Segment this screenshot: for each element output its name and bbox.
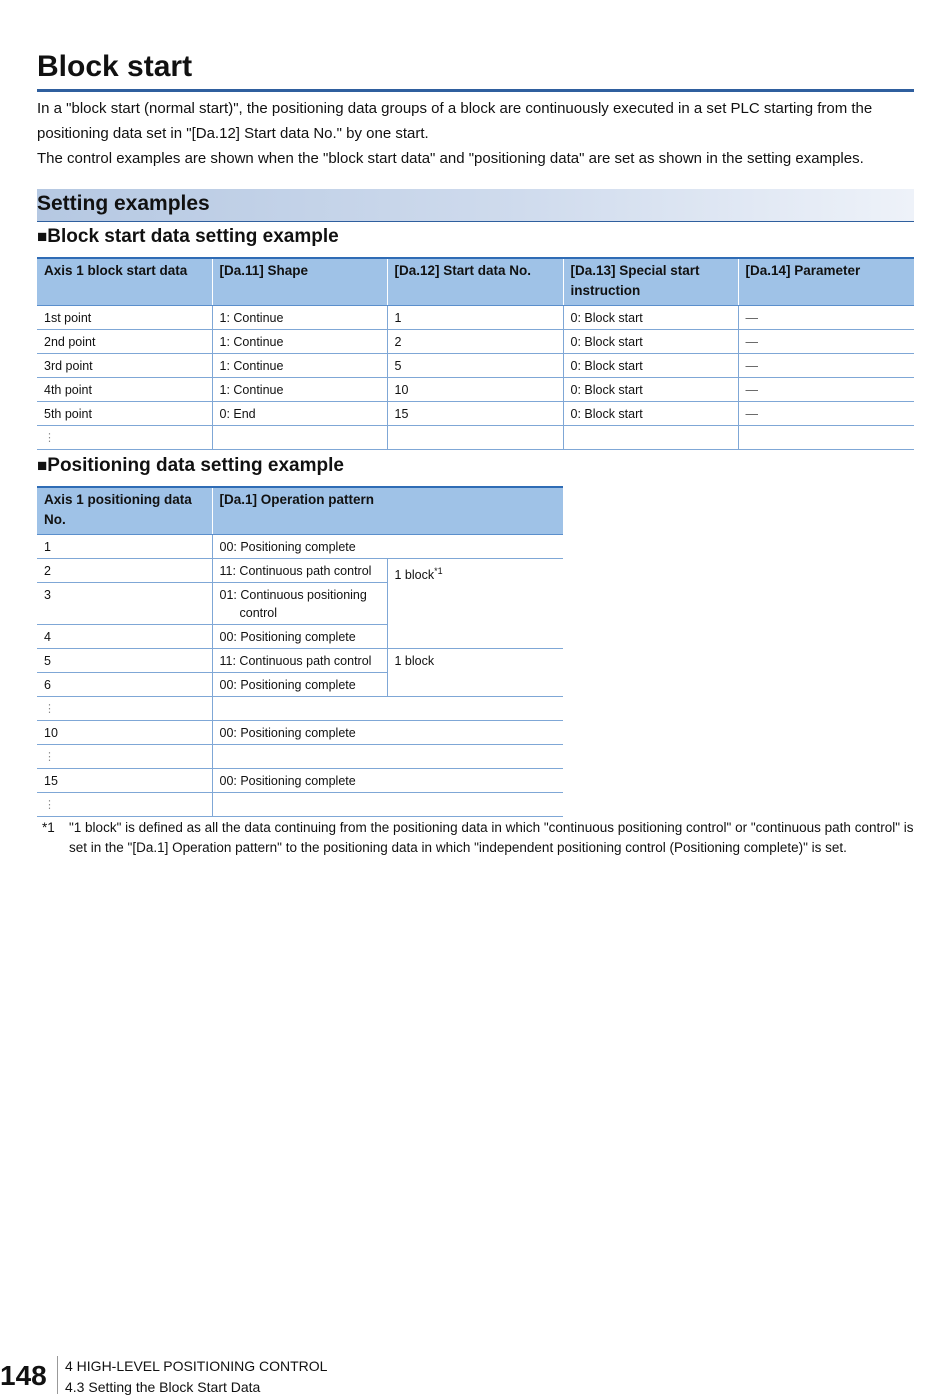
table-cell: 0: Block start xyxy=(563,330,738,354)
footnote-text: "1 block" is defined as all the data continuing from the positioning data in which "continuous positioning control" or "continuous path control" is set in the "[Da.1] Operation pattern" to the positioning data in which "independent positioning control (Positioning complete)" is set. xyxy=(69,820,914,855)
column-header: [Da.13] Special start instruction xyxy=(563,258,738,306)
footer-section: 4.3 Setting the Block Start Data xyxy=(65,1379,261,1395)
table-cell xyxy=(212,745,563,769)
table-cell: 11: Continuous path control xyxy=(212,649,387,673)
table-cell: 1: Continue xyxy=(212,330,387,354)
table-cell: 4th point xyxy=(37,378,212,402)
column-header: [Da.14] Parameter xyxy=(738,258,914,306)
table-cell: 2 xyxy=(37,559,212,583)
table-cell: 2 xyxy=(387,330,563,354)
table-cell: 11: Continuous path control xyxy=(212,559,387,583)
table-cell: 0: Block start xyxy=(563,354,738,378)
table-cell: 1: Continue xyxy=(212,306,387,330)
table-cell: 4 xyxy=(37,625,212,649)
table-cell: 2nd point xyxy=(37,330,212,354)
vertical-ellipsis-icon: ⋮ xyxy=(37,697,212,721)
table-cell: 0: Block start xyxy=(563,402,738,426)
table-cell xyxy=(212,697,563,721)
table-cell: 3 xyxy=(37,583,212,625)
footnote xyxy=(37,818,917,858)
footer-chapter: 4 HIGH-LEVEL POSITIONING CONTROL xyxy=(65,1358,328,1374)
column-header: [Da.1] Operation pattern xyxy=(212,487,563,535)
table-cell: 10 xyxy=(387,378,563,402)
page-title: Block start xyxy=(37,50,193,83)
table-cell: 15 xyxy=(387,402,563,426)
table-cell: 00: Positioning complete xyxy=(212,673,387,697)
table-cell: 00: Positioning complete xyxy=(212,769,563,793)
table-cell: 5 xyxy=(387,354,563,378)
table-header-row xyxy=(37,258,914,306)
table-row xyxy=(37,354,914,378)
footer-divider xyxy=(57,1356,58,1394)
vertical-ellipsis-icon: ⋮ xyxy=(37,793,212,817)
table-row xyxy=(37,402,914,426)
table-row-ellipsis xyxy=(37,426,914,450)
table-cell: 00: Positioning complete xyxy=(212,535,563,559)
table-cell: 00: Positioning complete xyxy=(212,625,387,649)
table-cell: 0: Block start xyxy=(563,378,738,402)
table-cell: — xyxy=(738,306,914,330)
column-header: Axis 1 positioning data No. xyxy=(37,487,212,535)
table-cell: 1 xyxy=(37,535,212,559)
table-cell xyxy=(738,426,914,450)
table-row-ellipsis xyxy=(37,793,563,817)
block-start-heading xyxy=(37,226,339,248)
block-label: 1 block xyxy=(394,568,435,583)
square-bullet-icon: ■ xyxy=(37,227,48,246)
block-start-table xyxy=(37,257,914,450)
table-row xyxy=(37,306,914,330)
square-bullet-icon: ■ xyxy=(37,456,48,475)
table-cell: 0: Block start xyxy=(563,306,738,330)
table-row xyxy=(37,769,563,793)
page-number: 148 xyxy=(0,1360,47,1391)
table-cell: 0: End xyxy=(212,402,387,426)
column-header: [Da.12] Start data No. xyxy=(387,258,563,306)
pattern-line-2: control xyxy=(239,606,278,620)
table-cell: 1st point xyxy=(37,306,212,330)
footnote-ref: *1 xyxy=(434,566,443,576)
table-row-ellipsis xyxy=(37,745,563,769)
block-group-label: 1 block xyxy=(387,649,563,697)
table-cell xyxy=(212,426,387,450)
table-row-ellipsis xyxy=(37,697,563,721)
table-row xyxy=(37,559,563,583)
table-cell: 3rd point xyxy=(37,354,212,378)
intro-paragraph-2: The control examples are shown when the "block start data" and "positioning data" are set as shown in the setting examples. xyxy=(37,150,864,167)
intro-text xyxy=(37,96,917,171)
table-cell: — xyxy=(738,330,914,354)
table-cell xyxy=(212,583,387,625)
section-header xyxy=(37,189,914,222)
positioning-heading xyxy=(37,455,344,477)
table-row xyxy=(37,330,914,354)
table-cell: 1: Continue xyxy=(212,354,387,378)
table-row xyxy=(37,378,914,402)
title-rule xyxy=(37,89,914,92)
footnote-mark: *1 xyxy=(42,820,55,835)
footer-text xyxy=(65,1356,327,1398)
block-group-label xyxy=(387,559,563,649)
block-start-heading-text: Block start data setting example xyxy=(47,226,339,247)
table-cell: 1 xyxy=(387,306,563,330)
table-cell: — xyxy=(738,402,914,426)
table-row xyxy=(37,649,563,673)
table-cell: 10 xyxy=(37,721,212,745)
section-title: Setting examples xyxy=(37,192,210,215)
vertical-ellipsis-icon: ⋮ xyxy=(37,745,212,769)
table-cell: 1: Continue xyxy=(212,378,387,402)
vertical-ellipsis-icon: ⋮ xyxy=(37,426,212,450)
table-cell: 6 xyxy=(37,673,212,697)
column-header: [Da.11] Shape xyxy=(212,258,387,306)
table-header-row xyxy=(37,487,563,535)
table-cell: 00: Positioning complete xyxy=(212,721,563,745)
table-row xyxy=(37,535,563,559)
positioning-heading-text: Positioning data setting example xyxy=(47,455,344,476)
table-cell xyxy=(212,793,563,817)
table-cell: 5 xyxy=(37,649,212,673)
column-header: Axis 1 block start data xyxy=(37,258,212,306)
table-cell: 15 xyxy=(37,769,212,793)
positioning-table xyxy=(37,486,563,817)
table-cell: — xyxy=(738,378,914,402)
table-cell: — xyxy=(738,354,914,378)
pattern-line-1: 01: Continuous positioning xyxy=(219,588,367,602)
table-cell: 5th point xyxy=(37,402,212,426)
intro-paragraph-1: In a "block start (normal start)", the positioning data groups of a block are continuously executed in a set PLC starting from the positioning data set in "[Da.12] Start data No." by one start. xyxy=(37,100,873,142)
table-cell xyxy=(563,426,738,450)
table-cell xyxy=(387,426,563,450)
table-row xyxy=(37,721,563,745)
